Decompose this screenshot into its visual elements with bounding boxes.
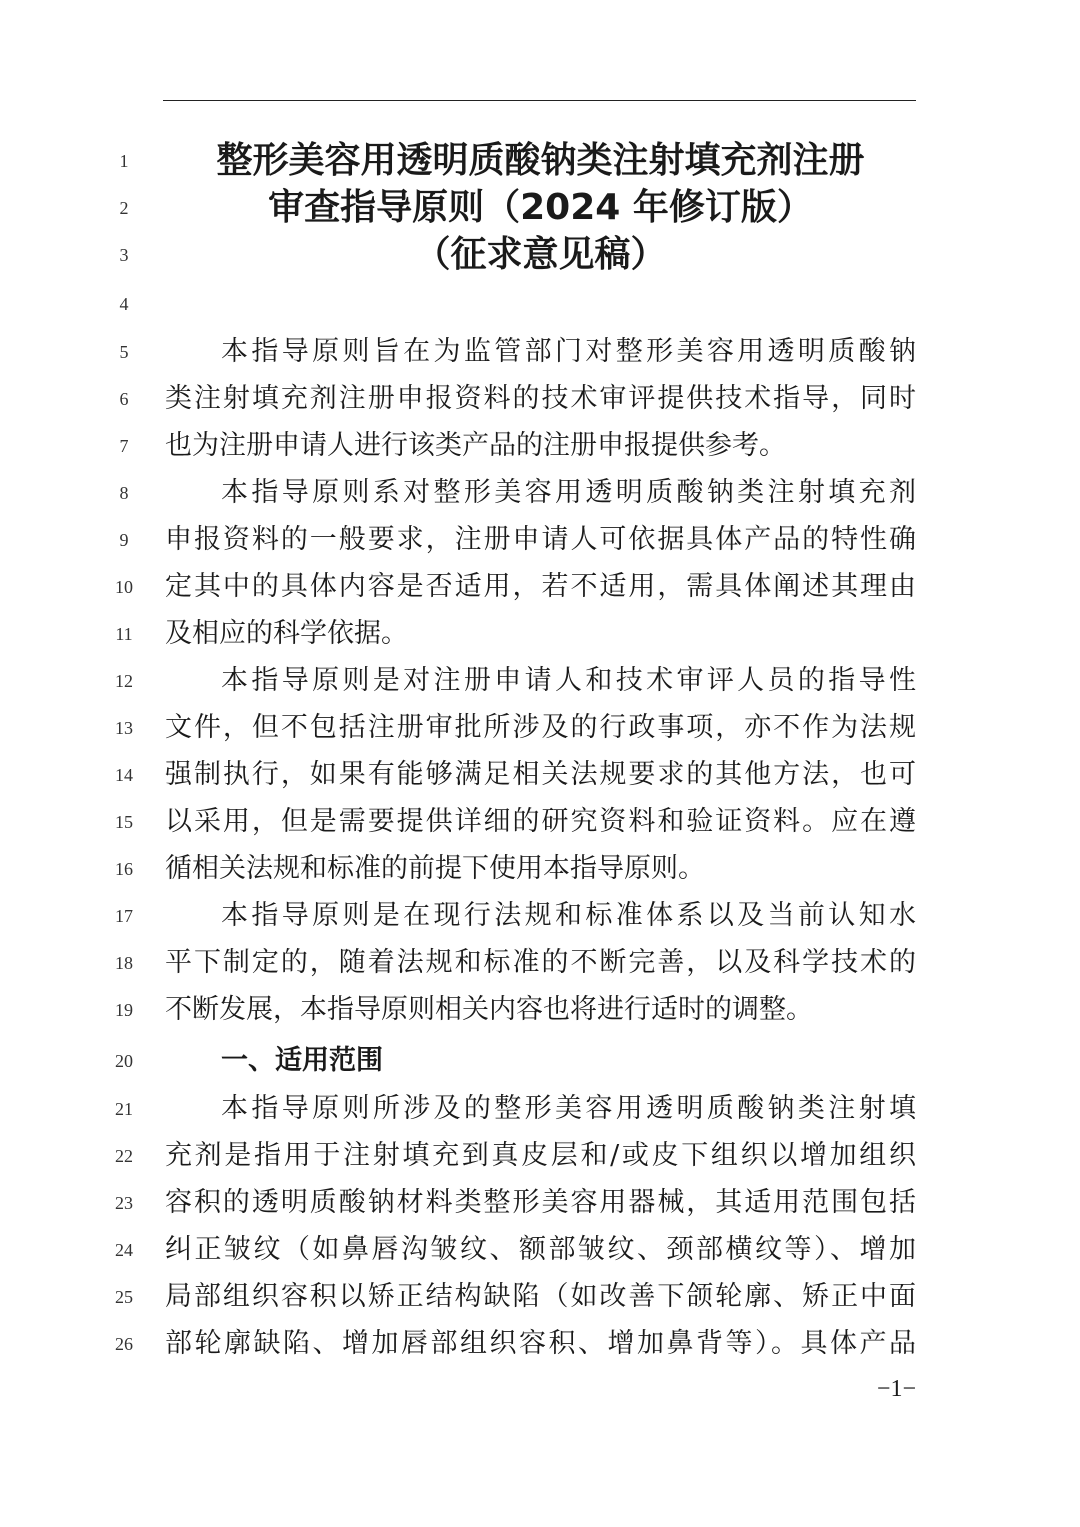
- body-text: 本指导原则是对注册申请人和技术审评人员的指导性: [221, 665, 916, 696]
- paragraph-line: [0, 1273, 1080, 1320]
- paragraph-line: [0, 1226, 1080, 1273]
- body-text: 局部组织容积以矫正结构缺陷（如改善下颌轮廓、矫正中面: [165, 1281, 916, 1312]
- line-number: 20: [115, 1051, 133, 1071]
- line-number: 18: [115, 953, 133, 973]
- paragraph-line: [0, 1085, 1080, 1132]
- paragraph-line: [0, 1179, 1080, 1226]
- paragraph-line: [0, 328, 1080, 375]
- paragraph-line: [0, 563, 1080, 610]
- line-number: 23: [115, 1193, 133, 1213]
- paragraph-line: [0, 516, 1080, 563]
- body-text: 不断发展，本指导原则相关内容也将进行适时的调整。: [165, 994, 813, 1025]
- paragraph-line: [0, 704, 1080, 751]
- line-number: 7: [119, 436, 129, 456]
- line-number: 26: [115, 1334, 133, 1354]
- body-text: 充剂是指用于注射填充到真皮层和/或皮下组织以增加组织: [165, 1140, 916, 1171]
- body-text: 申报资料的一般要求，注册申请人可依据具体产品的特性确: [165, 524, 916, 555]
- document-title: 审查指导原则（2024 年修订版）: [268, 187, 813, 228]
- line-number: 8: [119, 483, 129, 503]
- body-text: 本指导原则系对整形美容用透明质酸钠类注射填充剂: [221, 477, 916, 508]
- paragraph-line: [0, 657, 1080, 704]
- line-number: 9: [119, 530, 129, 550]
- line-number: 24: [115, 1240, 133, 1260]
- line-number: 2: [119, 198, 129, 218]
- document-title: 整形美容用透明质酸钠类注射填充剂注册: [216, 140, 865, 181]
- title-line-3: [0, 231, 1080, 278]
- body-text: 及相应的科学依据。: [165, 618, 408, 649]
- paragraph-line: [0, 751, 1080, 798]
- body-text: 以采用，但是需要提供详细的研究资料和验证资料。应在遵: [165, 806, 916, 837]
- body-text: 平下制定的，随着法规和标准的不断完善，以及科学技术的: [165, 947, 916, 978]
- blank-line: [0, 280, 1080, 327]
- header-rule: [163, 100, 916, 101]
- line-number: 5: [119, 342, 129, 362]
- paragraph-line: [0, 422, 1080, 469]
- paragraph-line: [0, 939, 1080, 986]
- line-number: 12: [115, 671, 133, 691]
- line-number: 10: [115, 577, 133, 597]
- body-text: 也为注册申请人进行该类产品的注册申报提供参考。: [165, 430, 786, 461]
- line-number: 6: [119, 389, 129, 409]
- body-text: 部轮廓缺陷、增加唇部组织容积、增加鼻背等）。具体产品: [165, 1328, 916, 1359]
- title-line-1: [0, 137, 1080, 184]
- line-number: 14: [115, 765, 133, 785]
- paragraph-line: [0, 892, 1080, 939]
- paragraph-line: [0, 1132, 1080, 1179]
- line-number: 21: [115, 1099, 133, 1119]
- document-subtitle: （征求意见稿）: [414, 234, 667, 275]
- body-text: 循相关法规和标准的前提下使用本指导原则。: [165, 853, 705, 884]
- line-number: 4: [119, 294, 129, 314]
- line-number: 16: [115, 859, 133, 879]
- line-number: 11: [115, 624, 133, 644]
- paragraph-line: [0, 798, 1080, 845]
- paragraph-line: [0, 469, 1080, 516]
- line-number: 25: [115, 1287, 133, 1307]
- line-number: 1: [119, 151, 129, 171]
- line-number: 22: [115, 1146, 133, 1166]
- body-text: 文件，但不包括注册审批所涉及的行政事项，亦不作为法规: [165, 712, 916, 743]
- body-text: 纠正皱纹（如鼻唇沟皱纹、额部皱纹、颈部横纹等）、增加: [165, 1234, 916, 1265]
- section-heading-line: [0, 1037, 1080, 1084]
- line-number: 19: [115, 1000, 133, 1020]
- body-text: 本指导原则所涉及的整形美容用透明质酸钠类注射填: [221, 1093, 916, 1124]
- section-heading: 一、适用范围: [221, 1045, 383, 1076]
- title-line-2: [0, 184, 1080, 231]
- paragraph-line: [0, 1320, 1080, 1367]
- body-text: 本指导原则是在现行法规和标准体系以及当前认知水: [221, 900, 916, 931]
- body-text: 定其中的具体内容是否适用，若不适用，需具体阐述其理由: [165, 571, 916, 602]
- paragraph-line: [0, 845, 1080, 892]
- paragraph-line: [0, 610, 1080, 657]
- line-number: 3: [119, 245, 129, 265]
- paragraph-line: [0, 375, 1080, 422]
- paragraph-line: [0, 986, 1080, 1033]
- line-number: 17: [115, 906, 133, 926]
- body-text: 类注射填充剂注册申报资料的技术审评提供技术指导，同时: [165, 383, 916, 414]
- page-number: −1−: [876, 1376, 916, 1402]
- body-text: 强制执行，如果有能够满足相关法规要求的其他方法，也可: [165, 759, 916, 790]
- line-number: 13: [115, 718, 133, 738]
- body-text: 本指导原则旨在为监管部门对整形美容用透明质酸钠: [221, 336, 916, 367]
- body-text: 容积的透明质酸钠材料类整形美容用器械，其适用范围包括: [165, 1187, 916, 1218]
- line-number: 15: [115, 812, 133, 832]
